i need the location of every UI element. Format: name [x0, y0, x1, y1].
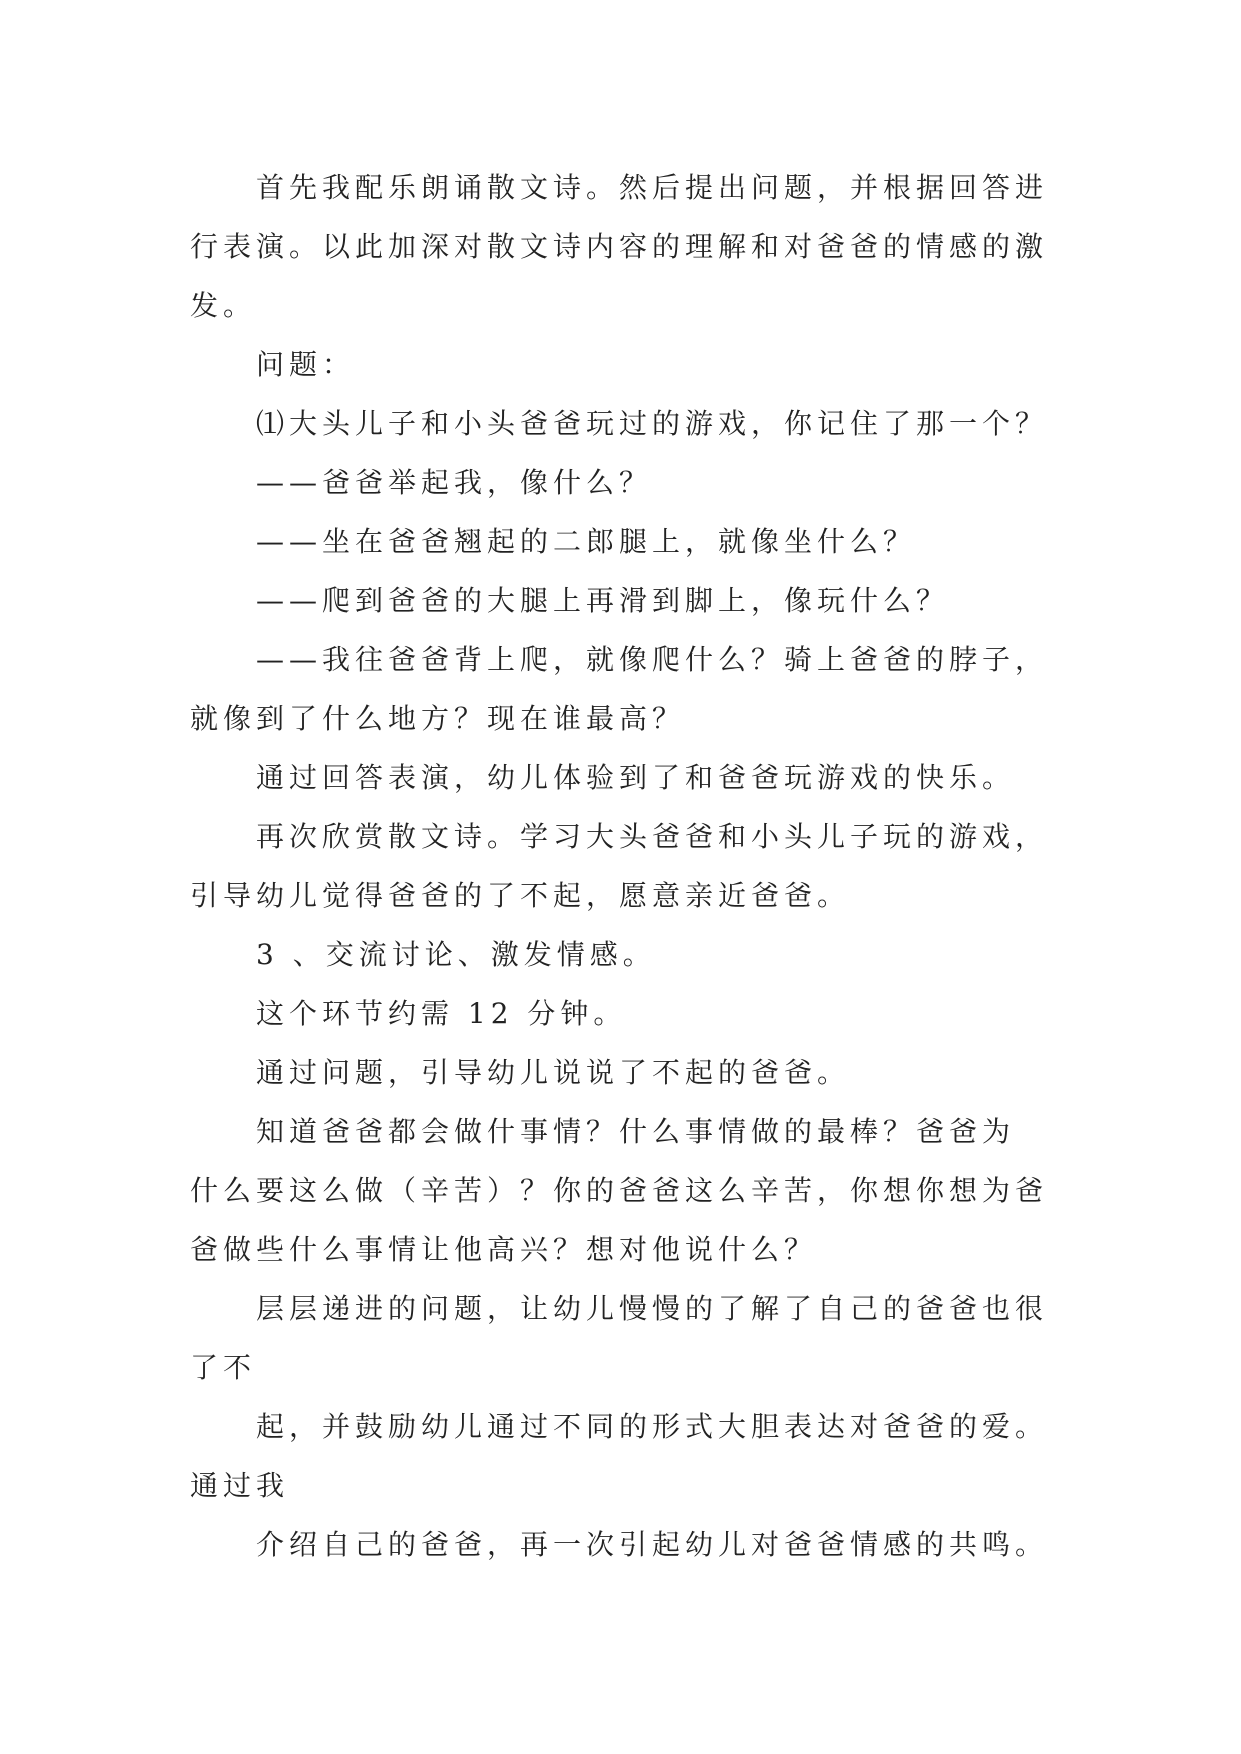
text-line: ——爸爸举起我，像什么？ — [256, 466, 653, 499]
text-line: 什么要这么做（辛苦）？你的爸爸这么辛苦，你想你想为爸 — [190, 1174, 1049, 1207]
text-line: 首先我配乐朗诵散文诗。然后提出问题，并根据回答进 — [256, 171, 1049, 204]
text-line: 发。 — [190, 289, 257, 322]
text-line: 爸做些什么事情让他高兴？想对他说什么？ — [190, 1233, 818, 1266]
document-body — [190, 158, 1060, 1574]
text-line: ——坐在爸爸翘起的二郎腿上，就像坐什么？ — [256, 525, 917, 558]
text-line: ——我往爸爸背上爬，就像爬什么？骑上爸爸的脖子， — [256, 643, 1049, 676]
text-line: 层层递进的问题，让幼儿慢慢的了解了自己的爸爸也很 — [256, 1292, 1049, 1325]
text-line: 引导幼儿觉得爸爸的了不起，愿意亲近爸爸。 — [190, 879, 851, 912]
text-line: 问题： — [256, 348, 356, 381]
text-line: 介绍自己的爸爸，再一次引起幼儿对爸爸情感的共鸣。 — [256, 1528, 1049, 1561]
text-line: 知道爸爸都会做什事情？什么事情做的最棒？爸爸为 — [256, 1115, 1016, 1148]
text-line: 起，并鼓励幼儿通过不同的形式大胆表达对爸爸的爱。 — [256, 1410, 1049, 1443]
text-line: ——爬到爸爸的大腿上再滑到脚上，像玩什么？ — [256, 584, 950, 617]
text-line: 就像到了什么地方？现在谁最高？ — [190, 702, 686, 735]
text-line: 了不 — [190, 1351, 257, 1384]
text-line: 再次欣赏散文诗。学习大头爸爸和小头儿子玩的游戏， — [256, 820, 1049, 853]
text-line: ⑴大头儿子和小头爸爸玩过的游戏，你记住了那一个？ — [256, 407, 1049, 440]
text-line: 3 、交流讨论、激发情感。 — [256, 938, 656, 971]
text-line: 这个环节约需 12 分钟。 — [256, 997, 627, 1030]
text-line: 通过回答表演，幼儿体验到了和爸爸玩游戏的快乐。 — [256, 761, 1016, 794]
text-line: 通过问题，引导幼儿说说了不起的爸爸。 — [256, 1056, 851, 1089]
text-line: 行表演。以此加深对散文诗内容的理解和对爸爸的情感的激 — [190, 230, 1049, 263]
text-line: 通过我 — [190, 1469, 290, 1502]
